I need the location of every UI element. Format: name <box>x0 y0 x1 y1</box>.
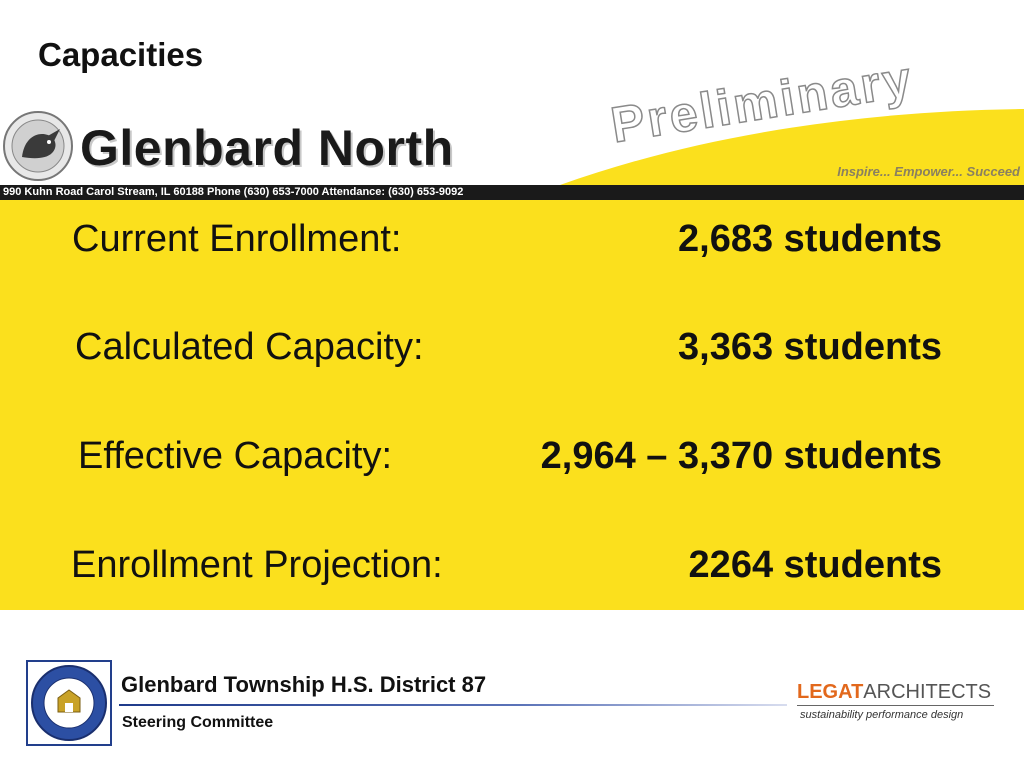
stat-value: 2,964 – 3,370 students <box>540 435 942 477</box>
stat-row-current-enrollment <box>0 214 1024 264</box>
stat-value: 2264 students <box>688 544 942 586</box>
district-seal-icon <box>26 660 112 746</box>
legat-logo-light: ARCHITECTS <box>863 681 992 703</box>
address-bar <box>0 185 1024 200</box>
capacity-panel <box>0 200 1024 610</box>
stat-label: Effective Capacity: <box>78 435 393 477</box>
legat-tagline: sustainability performance design <box>800 709 964 721</box>
stat-row-enrollment-projection <box>0 540 1024 590</box>
school-tagline: Inspire... Empower... Succeed <box>837 164 1020 179</box>
address-text: 990 Kuhn Road Carol Stream, IL 60188 Phone (630) 653-7000 Attendance: (630) 653-9092 <box>3 186 464 198</box>
stat-label: Calculated Capacity: <box>75 326 424 368</box>
footer-divider <box>119 704 787 706</box>
committee-name: Steering Committee <box>122 714 274 731</box>
stat-row-calculated-capacity <box>0 322 1024 372</box>
district-name: Glenbard Township H.S. District 87 <box>121 672 487 697</box>
stat-label: Enrollment Projection: <box>71 544 443 586</box>
legat-divider <box>797 705 994 706</box>
school-crest-icon <box>2 109 74 183</box>
legat-logo-bold: LEGAT <box>797 681 864 703</box>
stat-row-effective-capacity <box>0 431 1024 481</box>
stat-label: Current Enrollment: <box>72 218 402 260</box>
legat-architects-logo <box>797 681 991 704</box>
school-name: Glenbard North <box>80 120 454 176</box>
preliminary-watermark: Preliminary <box>607 50 918 154</box>
stat-value: 3,363 students <box>678 326 942 368</box>
slide-title: Capacities <box>38 36 204 73</box>
stat-value: 2,683 students <box>678 218 942 260</box>
